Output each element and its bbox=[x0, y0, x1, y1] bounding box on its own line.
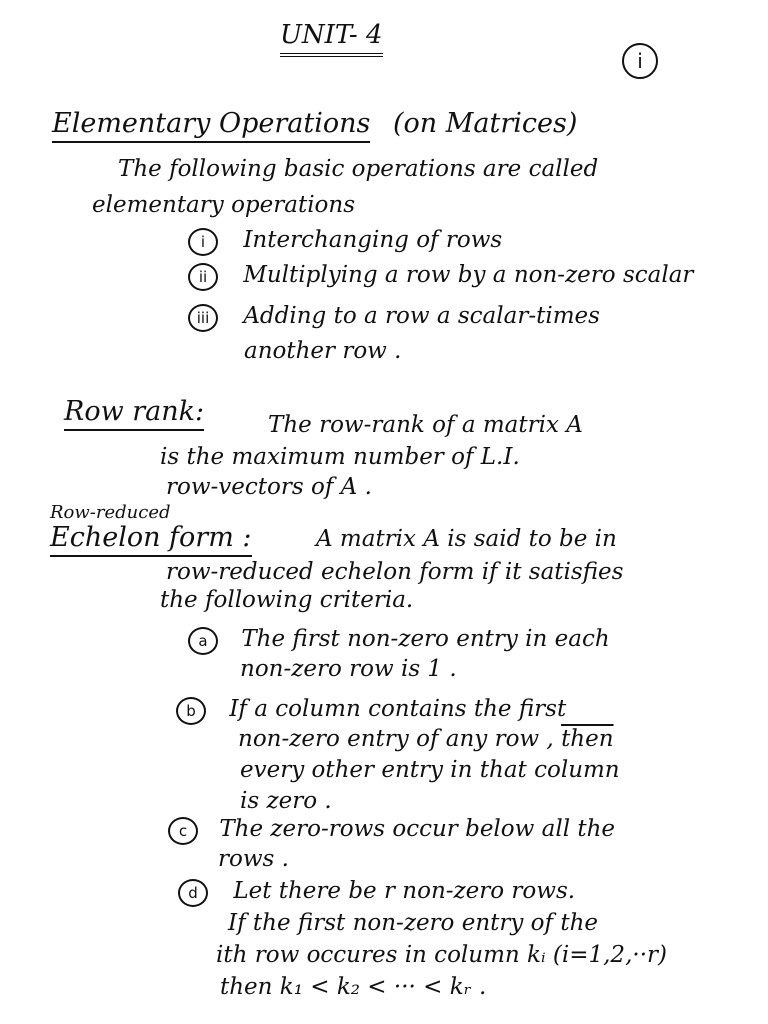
criterion-d-line-4: then k₁ < k₂ < ··· < kᵣ . bbox=[220, 974, 487, 1000]
criterion-a-line-2: non-zero row is 1 . bbox=[240, 656, 457, 682]
criterion-c bbox=[168, 816, 615, 845]
item-marker: iii bbox=[188, 304, 218, 332]
criterion-b-line-4: is zero . bbox=[240, 788, 332, 814]
criterion-d-line-3: ith row occures in column kᵢ (i=1,2,··r) bbox=[216, 942, 667, 968]
criterion-marker: a bbox=[188, 627, 218, 655]
criterion-text: The first non-zero entry in each bbox=[241, 626, 610, 652]
criterion-marker: c bbox=[168, 817, 198, 845]
section-heading-elementary bbox=[52, 108, 577, 139]
intro-line-2: elementary operations bbox=[92, 192, 356, 218]
elementary-operations-heading: Elementary Operations bbox=[52, 108, 370, 143]
item-text: Adding to a row a scalar-times bbox=[243, 303, 600, 329]
echelon-line-2: row-reduced echelon form if it satisfies bbox=[166, 559, 624, 585]
criterion-b-line-2 bbox=[238, 726, 614, 752]
item-text: Multiplying a row by a non-zero scalar bbox=[243, 262, 694, 288]
list-item bbox=[188, 227, 502, 256]
echelon-heading-small: Row-reduced bbox=[50, 502, 171, 523]
page-title: UNIT- 4 bbox=[280, 20, 383, 57]
criterion-text: If a column contains the first bbox=[229, 696, 567, 722]
criterion-a bbox=[188, 626, 610, 655]
criterion-c-line-2: rows . bbox=[218, 846, 289, 872]
intro-line-1: The following basic operations are called bbox=[118, 156, 599, 182]
criterion-b-line-3: every other entry in that column bbox=[240, 757, 620, 783]
item-marker: i bbox=[188, 228, 218, 256]
criterion-text: The zero-rows occur below all the bbox=[219, 816, 616, 842]
criterion-b bbox=[176, 696, 566, 725]
criterion-marker: b bbox=[176, 697, 206, 725]
page-number: i bbox=[622, 43, 658, 79]
page-number-badge bbox=[622, 43, 658, 79]
row-rank-heading: Row rank: bbox=[64, 396, 204, 431]
row-rank-line-3: row-vectors of A . bbox=[166, 474, 372, 500]
echelon-line-3: the following criteria. bbox=[160, 587, 414, 613]
list-item bbox=[188, 262, 693, 291]
criterion-text: Let there be r non-zero rows. bbox=[233, 878, 576, 904]
criterion-b-then: then bbox=[561, 726, 614, 752]
item-continuation: another row . bbox=[244, 338, 402, 364]
item-text: Interchanging of rows bbox=[243, 227, 503, 253]
criterion-marker: d bbox=[178, 879, 208, 907]
echelon-heading: Echelon form : bbox=[50, 522, 252, 557]
item-marker: ii bbox=[188, 263, 218, 291]
criterion-d bbox=[178, 878, 575, 907]
echelon-line-1: A matrix A is said to be in bbox=[316, 526, 617, 552]
criterion-b-line-2-text: non-zero entry of any row , bbox=[238, 726, 562, 752]
elementary-operations-subheading: (on Matrices) bbox=[392, 108, 578, 139]
criterion-d-line-2: If the first non-zero entry of the bbox=[228, 910, 599, 936]
list-item bbox=[188, 303, 600, 332]
row-rank-line-1: The row-rank of a matrix A bbox=[268, 412, 583, 438]
row-rank-line-2: is the maximum number of L.I. bbox=[160, 444, 520, 470]
